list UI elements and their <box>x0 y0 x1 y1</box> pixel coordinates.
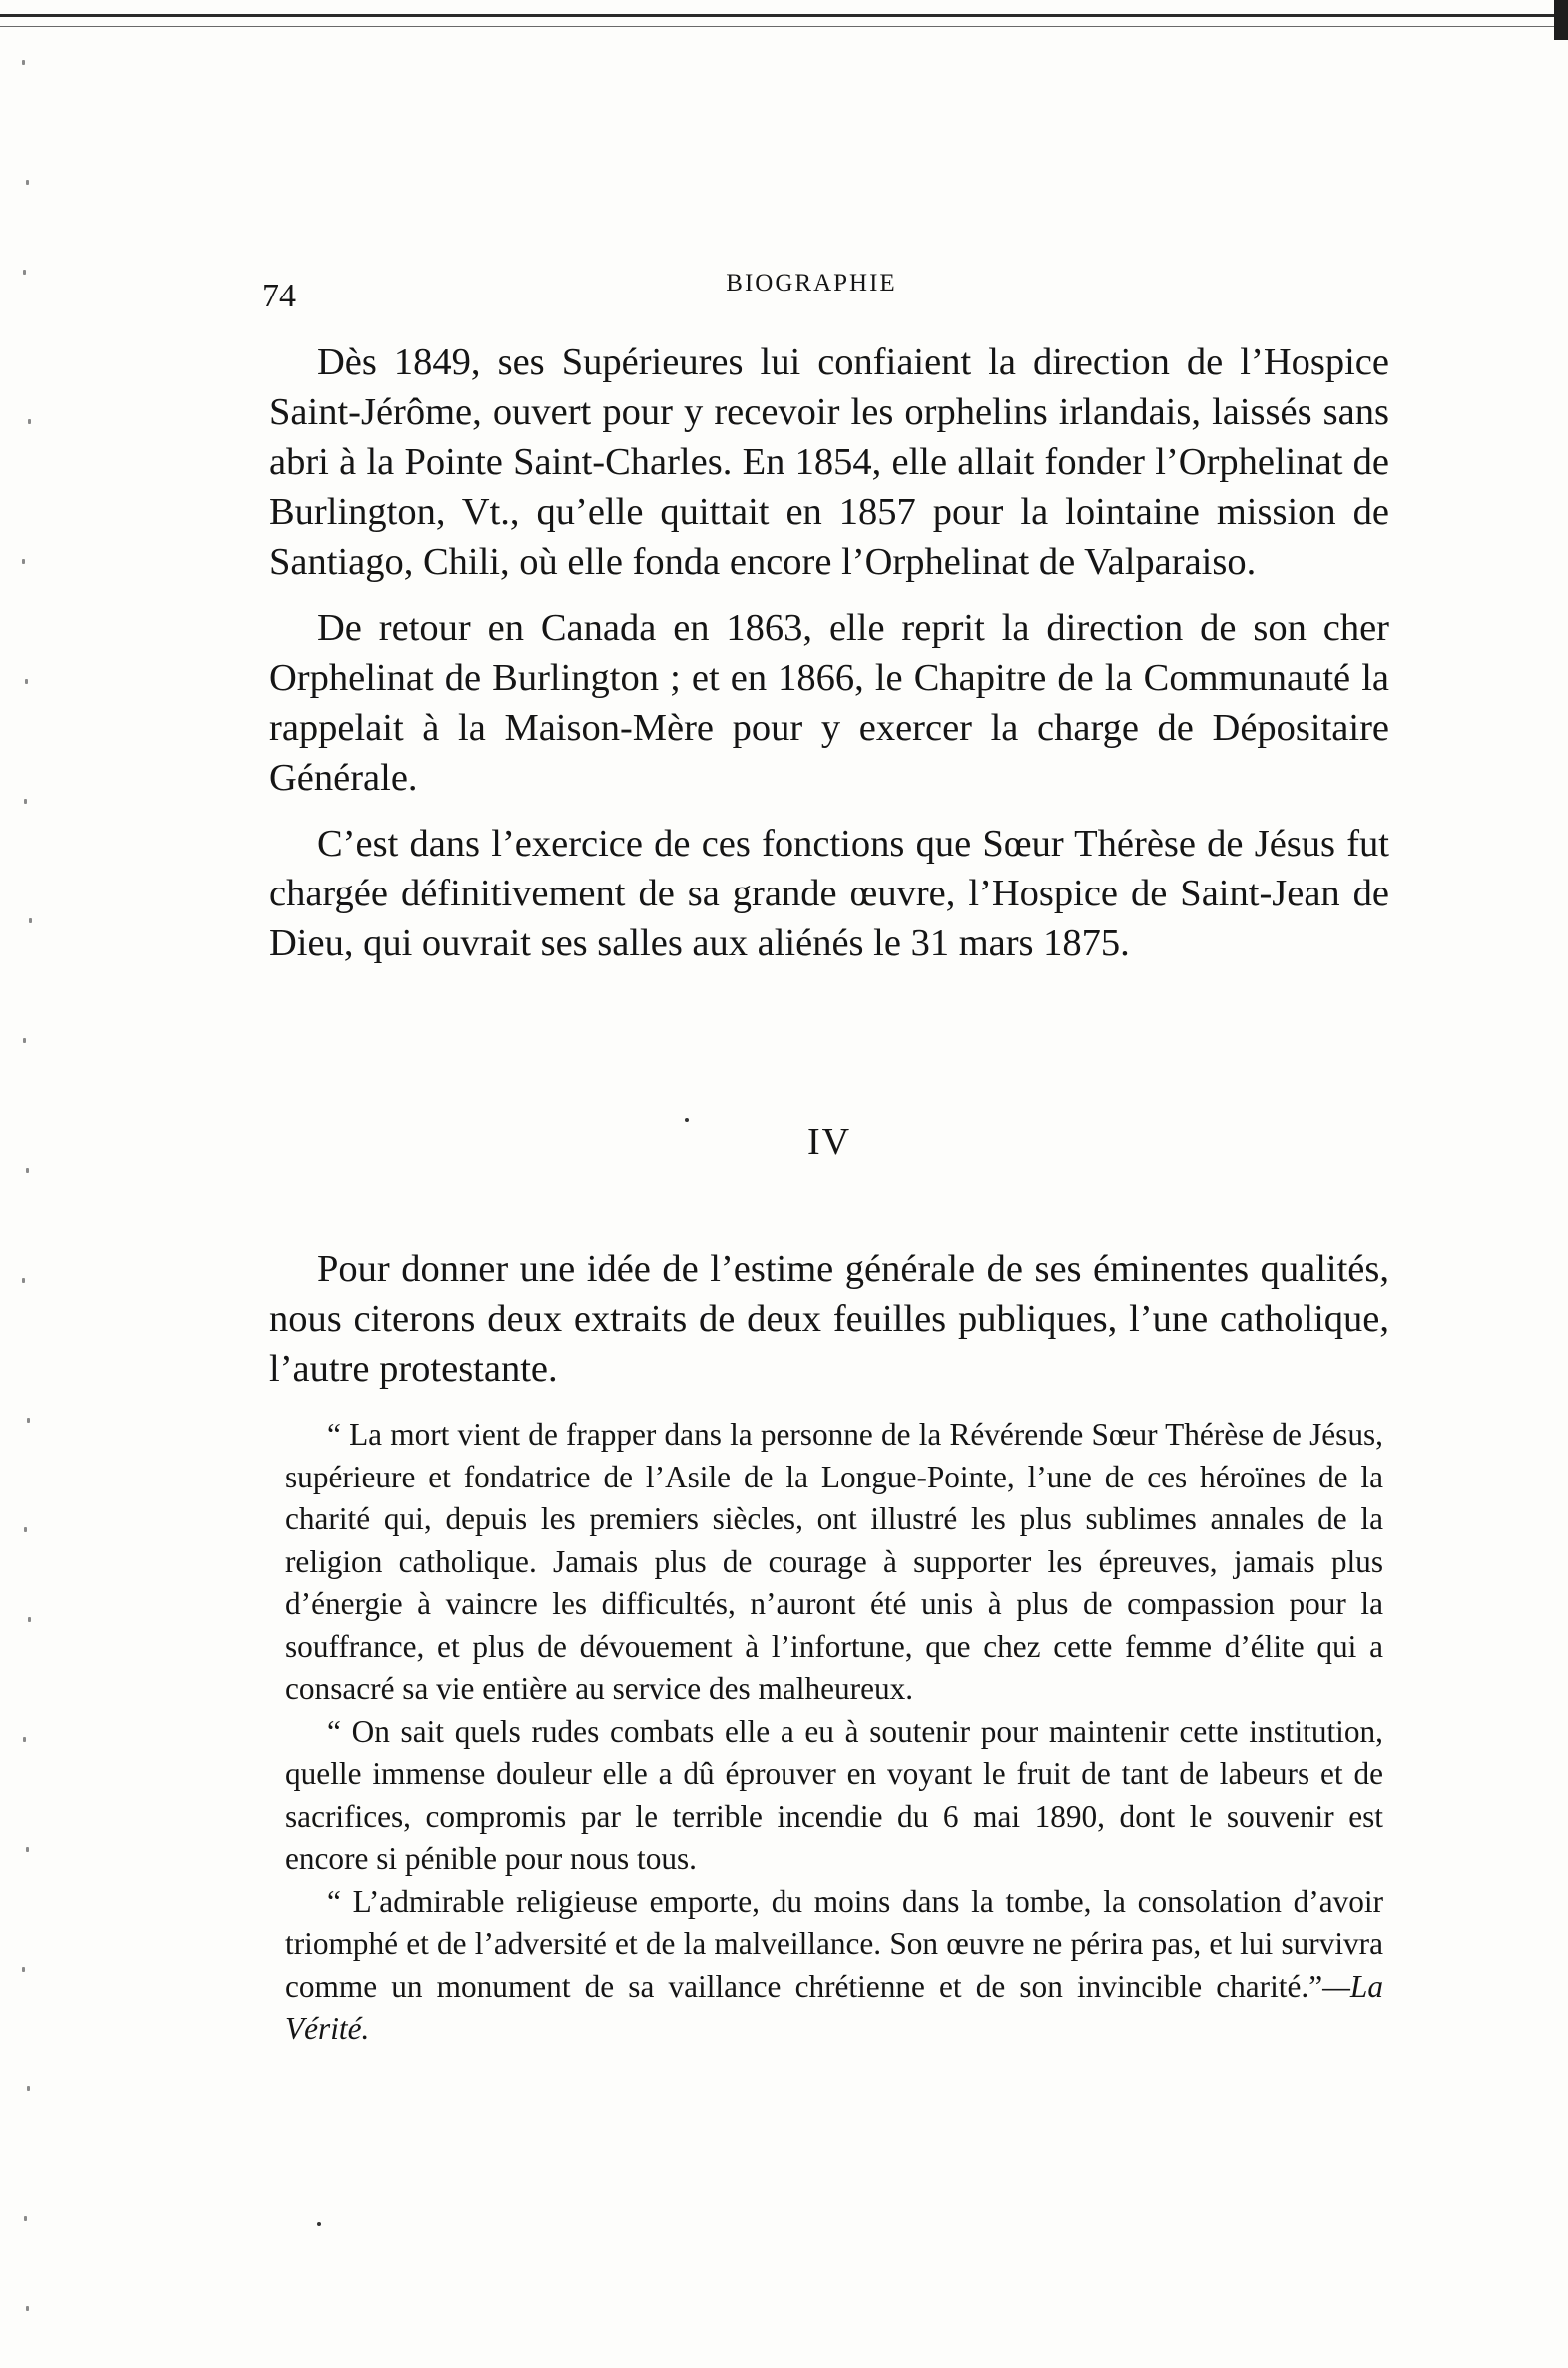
scan-corner-mark <box>1554 0 1568 40</box>
scan-dust-dot-bottom <box>317 2222 321 2226</box>
scan-top-rule-thin <box>0 26 1568 27</box>
scan-top-rule <box>0 14 1568 17</box>
paragraph-intro-extracts: Pour donner une idée de l’estime générale de ses éminentes qualités, nous citerons deux extraits de deux feuilles publiques, l’une catholique, l’autre protestante. <box>269 1248 1389 1390</box>
section-heading: IV <box>806 1121 852 1163</box>
quote-paragraph-triumph <box>285 1881 1383 2051</box>
quote-paragraph-combats: “ On sait quels rudes combats elle a eu à soutenir pour maintenir cette institution, quelle immense douleur elle a dû éprouver en voyant le fruit de tant de labeurs et de sacrifices, compromis par le terrible incendie du 6 mai 1890, dont le souvenir est encore si pénible pour nous tous. <box>285 1713 1383 1876</box>
quote-paragraph-death: “ La mort vient de frapper dans la personne de la Révérende Sœur Thérèse de Jésus, supérieure et fondatrice de l’Asile de la Longue-Pointe, l’une de ces héroïnes de la charité qui, depuis les premiers siècles, ont illustré les plus sublimes annales de la religion catholique. Jamais plus de courage à supporter les épreuves, jamais plus d’énergie à vaincre les difficultés, n’auront été unis à plus de compassion pour la souffrance, et plus de dévouement à l’infortune, que chez cette femme d’élite qui a consacré sa vie entière au service des malheureux. <box>285 1417 1383 1706</box>
scan-margin-specks <box>20 40 42 2336</box>
paragraph-saint-jean-de-dieu: C’est dans l’exercice de ces fonctions que Sœur Thérèse de Jésus fut chargée définitivement de sa grande œuvre, l’Hospice de Saint-Jean de Dieu, qui ouvrait ses salles aux aliénés le 31 mars 1875. <box>269 823 1389 964</box>
quote-last-text: “ L’admirable religieuse emporte, du moins dans la tombe, la consolation d’avoir triomphé et de l’adversité et de la malveillance. Son œuvre ne périra pas, et lui survivra comme un monument de sa vaillance chrétienne et de son invincible charité.” <box>285 1883 1383 2004</box>
paragraph-1849-hospice: Dès 1849, ses Supérieures lui confiaient la direction de l’Hospice Saint-Jérôme, ouvert pour y recevoir les orphelins irlandais, laissés sans abri à la Pointe Saint-Charles. En 1854, elle allait fonder l’Orphelinat de Burlington, Vt., qu’elle quittait en 1857 pour la lointaine mission de Santiago, Chili, où elle fonda encore l’Orphelinat de Valparaiso. <box>269 341 1389 583</box>
biography-text-block <box>269 337 1389 984</box>
page-number: 74 <box>262 278 296 314</box>
running-head: BIOGRAPHIE <box>726 270 897 296</box>
newspaper-quotation <box>285 1414 1383 2051</box>
paragraph-1863-return: De retour en Canada en 1863, elle reprit la direction de son cher Orphelinat de Burlington ; et en 1866, le Chapitre de la Communauté la rappelait à la Maison-Mère pour y exercer la charge de Dépositaire Générale. <box>269 607 1389 799</box>
intro-text-block <box>269 1244 1389 1410</box>
page-header <box>262 270 1360 314</box>
quote-source: —La Vérité. <box>285 1968 1383 2046</box>
